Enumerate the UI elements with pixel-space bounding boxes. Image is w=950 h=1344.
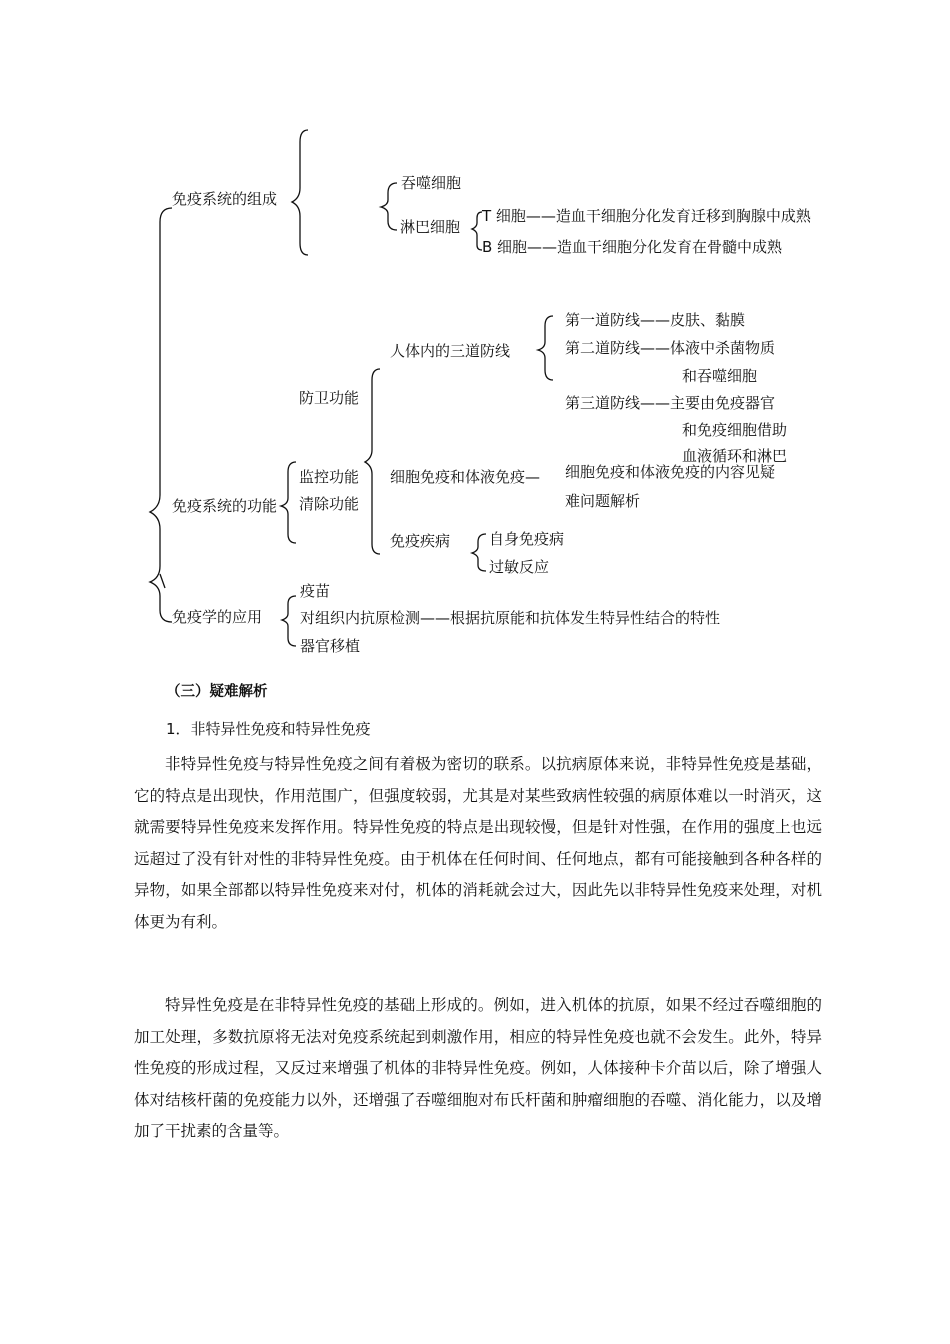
allergy-label: 过敏反应 xyxy=(489,558,550,576)
phagocyte-label: 吞噬细胞 xyxy=(401,174,462,192)
detection-label: 对组织内抗原检测——根据抗原能和抗体发生特异性结合的特性 xyxy=(300,609,721,627)
composition-brace xyxy=(292,130,308,255)
transplant-label: 器官移植 xyxy=(300,637,361,655)
three-lines-label: 人体内的三道防线 xyxy=(390,342,511,360)
line3-label: 第三道防线——主要由免疫器官 xyxy=(565,394,776,412)
paragraph-1: 非特异性免疫与特异性免疫之间有着极为密切的联系。以抗病原体来说，非特异性免疫是基础，它的特点是出现快，作用范围广，但强度较弱，尤其是对某些致病性较强的病原体难以一时消灭，这就需要特异性免疫来发挥作用。特异性免疫的特点是出现较慢，但是针对性强，在作用的强度上也远远超过了没有针对性的非特异性免疫。由于机体在任何时间、任何地点，都有可能接触到各种各样的异物，如果全部都以特异性免疫来对付，机体的消耗就会过大，因此先以非特异性免疫来处理，对机体更为有利。 xyxy=(134,755,822,931)
paragraph-2: 特异性免疫是在非特异性免疫的基础上形成的。例如，进入机体的抗原，如果不经过吞噬细胞的加工处理，多数抗原将无法对免疫系统起到刺激作用，相应的特异性免疫也就不会发生。此外，特异性免疫的形成过程，又反过来增强了机体的非特异性免疫。例如，人体接种卡介苗以后，除了增强人体对结核杆菌的免疫能力以外，还增强了吞噬细胞对布氏杆菌和肿瘤细胞的吞噬、消化能力，以及增加了干扰素的含量等。 xyxy=(134,996,822,1140)
section-heading: （三）疑难解析 xyxy=(166,684,268,700)
monitor-label: 监控功能 xyxy=(299,468,360,486)
t-cell-label: T 细胞——造血干细胞分化发育迁移到胸腺中成熟 xyxy=(482,207,811,225)
function-title: 免疫系统的功能 xyxy=(172,497,278,515)
main-brace-tail xyxy=(160,574,165,588)
lymphocyte-brace xyxy=(472,212,482,250)
composition-title: 免疫系统的组成 xyxy=(172,190,278,208)
line3-cont-1: 和免疫细胞借助 xyxy=(682,421,788,439)
cell-type-brace xyxy=(381,183,397,230)
b-cell-label: B 细胞——造血干细胞分化发育在骨髓中成熟 xyxy=(482,238,783,256)
lymphocyte-label: 淋巴细胞 xyxy=(400,218,461,236)
line3-cont-2: 血液循环和淋巴 xyxy=(682,447,788,465)
line2-label: 第二道防线——体液中杀菌物质 xyxy=(565,339,776,357)
line2-cont: 和吞噬细胞 xyxy=(682,367,758,385)
disease-brace xyxy=(472,534,486,571)
cell-humoral-label: 细胞免疫和体液免疫— xyxy=(390,468,541,486)
application-brace xyxy=(282,596,296,646)
cell-humoral-note-1: 细胞免疫和体液免疫的内容见疑 xyxy=(565,463,776,481)
vaccine-label: 疫苗 xyxy=(300,582,331,600)
autoimmune-label: 自身免疫病 xyxy=(489,530,565,548)
defense-label: 防卫功能 xyxy=(299,389,360,407)
three-lines-brace xyxy=(538,316,553,380)
cell-humoral-note-2: 难问题解析 xyxy=(565,492,641,510)
defense-brace xyxy=(365,369,380,554)
disease-label: 免疫疾病 xyxy=(390,532,451,550)
application-title: 免疫学的应用 xyxy=(172,608,263,626)
line1-label: 第一道防线——皮肤、黏膜 xyxy=(565,311,746,329)
function-brace xyxy=(281,462,296,543)
section-subheading: 1．非特异性免疫和特异性免疫 xyxy=(166,720,371,738)
main-brace xyxy=(150,208,172,622)
clear-label: 清除功能 xyxy=(299,495,360,513)
